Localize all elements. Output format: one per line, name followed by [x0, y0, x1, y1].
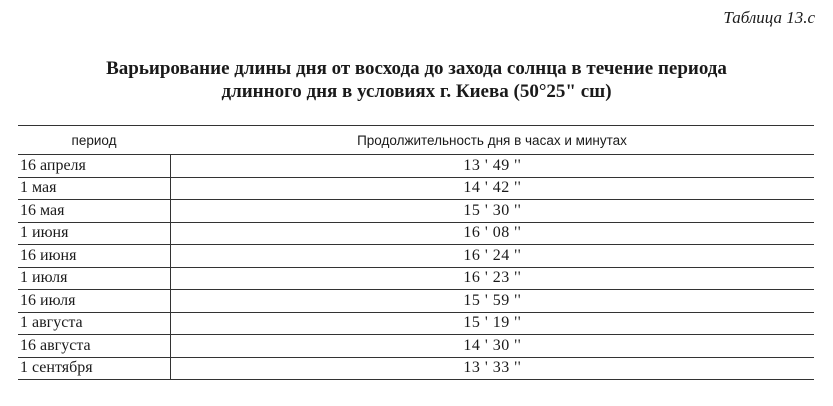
duration-cell: 16 ' 08 ''	[170, 222, 814, 245]
duration-cell: 16 ' 24 ''	[170, 245, 814, 268]
day-length-table	[18, 125, 814, 380]
table-row	[18, 290, 814, 313]
period-cell: 1 мая	[18, 177, 170, 200]
period-cell: 1 июня	[18, 222, 170, 245]
header-duration: Продолжительность дня в часах и минутах	[170, 126, 814, 155]
duration-cell: 14 ' 30 ''	[170, 335, 814, 358]
table-row	[18, 245, 814, 268]
table-number-label: Таблица 13.с	[723, 8, 815, 27]
document-title	[0, 57, 833, 103]
duration-cell: 15 ' 59 ''	[170, 290, 814, 313]
duration-cell: 14 ' 42 ''	[170, 177, 814, 200]
period-cell: 1 сентября	[18, 357, 170, 380]
table-row	[18, 267, 814, 290]
table-header-row	[18, 126, 814, 155]
duration-cell: 15 ' 19 ''	[170, 312, 814, 335]
table-row	[18, 200, 814, 223]
table-row	[18, 357, 814, 380]
period-cell: 16 июля	[18, 290, 170, 313]
period-cell: 16 апреля	[18, 155, 170, 178]
header-period: период	[18, 126, 170, 155]
table-row	[18, 312, 814, 335]
period-cell: 1 августа	[18, 312, 170, 335]
period-cell: 16 июня	[18, 245, 170, 268]
duration-cell: 16 ' 23 ''	[170, 267, 814, 290]
title-line-2: длинного дня в условиях г. Киева (50°25" сш)	[221, 81, 612, 102]
duration-cell: 13 ' 49 ''	[170, 155, 814, 178]
table-row	[18, 177, 814, 200]
table-row	[18, 335, 814, 358]
period-cell: 16 августа	[18, 335, 170, 358]
duration-cell: 15 ' 30 ''	[170, 200, 814, 223]
title-line-1: Варьирование длины дня от восхода до захода солнца в течение периода	[106, 58, 727, 79]
duration-cell: 13 ' 33 ''	[170, 357, 814, 380]
table-row	[18, 155, 814, 178]
table-row	[18, 222, 814, 245]
period-cell: 16 мая	[18, 200, 170, 223]
period-cell: 1 июля	[18, 267, 170, 290]
